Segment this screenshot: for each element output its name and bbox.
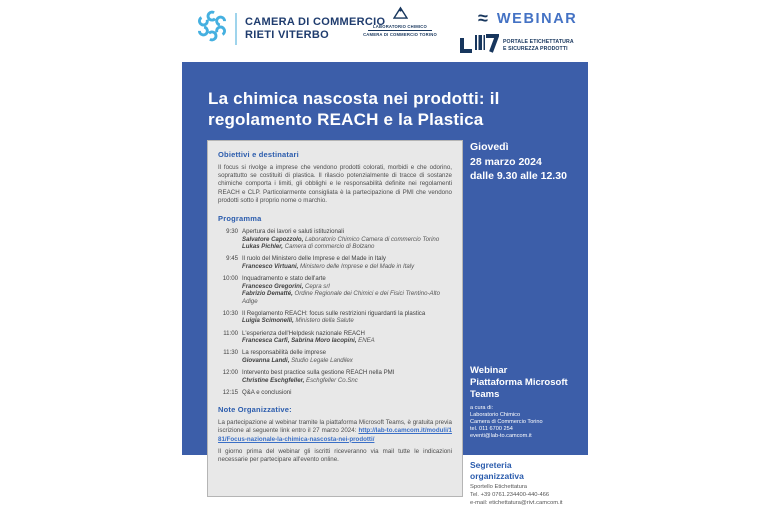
program-title: Q&A e conclusioni [242, 388, 292, 396]
speaker-affiliation: Cepra srl [305, 282, 330, 290]
speaker-name: Francesco Gregorini, [242, 282, 305, 290]
program-title: La responsabilità delle imprese [242, 349, 327, 357]
program-time: 10:00 [222, 274, 238, 282]
program-list [218, 228, 452, 396]
curated-lines [470, 412, 582, 440]
program-title: Il Regolamento REACH: focus sulle restrizioni riguardanti la plastica [242, 309, 426, 317]
event-date [470, 140, 567, 184]
program-item [218, 330, 452, 345]
note-text-instructions: Il giorno prima del webinar gli iscritti riceveranno via mail tutte le indicazioni necessarie per partecipare all'evento online. [218, 447, 452, 464]
portale-line1: PORTALE ETICHETTATURA [503, 39, 574, 46]
speaker-affiliation: Camera di commercio di Bolzano [284, 243, 375, 251]
program-title: Il ruolo del Ministero delle Imprese e del Made in Italy [242, 255, 386, 263]
program-item [218, 349, 452, 364]
segreteria-heading [470, 460, 600, 481]
page-title-line1: La chimica nascosta nei prodotti: il [208, 89, 500, 108]
portale-line2: E SICUREZZA PRODOTTI [503, 45, 568, 52]
speaker-affiliation: Ordine Regionale dei Chimici e dei Fisici Trentino-Alto Adige [242, 290, 441, 305]
org-name-line2: RIETI VITERBO [245, 28, 329, 41]
speaker-name: Christine Eschgfeller, [242, 376, 307, 384]
segreteria-heading-line: Segreteria [470, 460, 512, 470]
segreteria-heading-line: organizzativa [470, 470, 524, 481]
segreteria-contact-line: Sportello Etichettatura [470, 484, 528, 490]
note-text-before-link: La partecipazione al webinar tramite la piattaforma Microsoft Teams, è gratuita previa iscrizione al seguente link entro il 27 marzo 2024: [218, 419, 452, 435]
program-time: 11:30 [223, 349, 238, 357]
program-time: 9:30 [226, 228, 238, 236]
program-title: L'esperienza dell'Helpdesk nazionale REACH [242, 329, 365, 337]
platform-name [470, 365, 582, 401]
obiettivi-text: Il focus si rivolge a imprese che vendono prodotti colorati, morbidi e che odorino, soprattutto se costituiti di plastica. Il rilascio potenzialmente di tracce di sostanze chimiche comporta i limiti, gli obblighi e le responsabilità definite nei regolamenti REACH e CLP. Particolarmente consigliata è la partecipazione di PMI che vendono prodotti sotto il proprio nome o marchio. [218, 164, 452, 204]
platform-line: Teams [470, 389, 500, 400]
logo-divider [235, 13, 237, 45]
speaker-name: Giovanna Landi, [242, 356, 292, 364]
laboratorio-chimico-logo [362, 6, 438, 37]
program-speaker [242, 243, 452, 251]
chemistry-triangle-icon [393, 6, 408, 23]
speaker-name: Salvatore Capozzolo, [242, 235, 305, 243]
rieti-viterbo-emblem-icon [195, 9, 229, 48]
curated-line: eventi@lab-to.camcom.it [470, 433, 532, 439]
segreteria-contacts [470, 483, 600, 507]
curated-by [470, 405, 582, 440]
lab-logo-rule [368, 30, 432, 31]
section-heading-note: Note Organizzative: [218, 405, 292, 415]
speaker-affiliation: Laboratorio Chimico Camera di commercio Torino [304, 235, 440, 243]
speaker-name: Francesca Carfi, Sabrina Moro Iacopini, [242, 337, 359, 345]
webinar-label: WEBINAR [496, 10, 578, 27]
speaker-name: Luigia Scimonelli, [242, 317, 296, 325]
speaker-affiliation: Ministero della Salute [295, 317, 354, 325]
program-item [218, 255, 452, 270]
approx-icon: ≈ [478, 8, 488, 28]
curated-line: Laboratorio Chimico [470, 412, 521, 418]
program-item [218, 310, 452, 325]
program-item [218, 228, 452, 251]
page-title [208, 88, 568, 130]
lab-name-line2: CAMERA DI COMMERCIO TORINO [363, 32, 437, 37]
speaker-affiliation: Eschgfeller Co.Snc [306, 376, 358, 384]
platform-info [470, 365, 582, 440]
program-time: 12:15 [222, 388, 238, 396]
curated-line: tel. 011 6700 254 [470, 426, 513, 432]
curated-line: Camera di Commercio Torino [470, 419, 543, 425]
program-time: 11:00 [223, 329, 238, 337]
platform-line: Piattaforma Microsoft [470, 377, 568, 388]
program-speaker [242, 357, 452, 365]
program-speaker [242, 317, 452, 325]
event-date-line: Giovedì [470, 141, 509, 153]
segreteria-contact-line: e-mail: etichettatura@rivt.camcom.it [470, 500, 563, 506]
speaker-affiliation: Studio Legale Landilex [291, 356, 353, 364]
event-date-line: 28 marzo 2024 [470, 155, 542, 168]
segreteria-organizzativa [470, 460, 600, 507]
org-name-line1: CAMERA DI COMMERCIO [245, 16, 386, 28]
program-speaker [242, 283, 452, 291]
main-panel [182, 62, 588, 464]
curated-intro: a cura di: [470, 405, 494, 411]
page-title-line2: regolamento REACH e la Plastica [208, 110, 484, 129]
program-item [218, 389, 452, 397]
program-speaker [242, 236, 452, 244]
speaker-name: Francesco Virtuani, [242, 262, 301, 270]
program-speaker [242, 263, 452, 271]
program-time: 12:00 [222, 368, 238, 376]
header [0, 0, 768, 62]
segreteria-contact-line: Tel. +39 0761.234400-440-466 [470, 492, 550, 498]
speaker-affiliation: Ministero delle Imprese e del Made in Italy [300, 262, 415, 270]
speaker-name: Lukas Pichler, [242, 243, 285, 251]
program-time: 9:45 [226, 255, 238, 263]
registration-link[interactable]: http://lab-to.camcom.it/moduli/181/Focus-nazionale-la-chimica-nascosta-nei-prodotti/ [218, 427, 452, 443]
note-text-registration [218, 419, 452, 444]
program-title: Apertura dei lavori e saluti istituzionali [242, 228, 344, 236]
webinar-mark [478, 8, 577, 29]
lab-name-line1: LABORATORIO CHIMICO [373, 24, 427, 29]
program-item [218, 369, 452, 384]
program-speaker [242, 377, 452, 385]
program-speaker [242, 290, 452, 305]
program-item [218, 275, 452, 305]
program-speaker [242, 337, 452, 345]
speaker-affiliation: ENEA [358, 337, 375, 345]
section-heading-obiettivi: Obiettivi e destinatari [218, 150, 299, 159]
content-box [207, 140, 463, 497]
camera-commercio-rieti-viterbo-logo [195, 9, 385, 48]
program-title: Inquadramento e stato dell'arte [242, 274, 326, 282]
program-title: Intervento best practice sulla gestione REACH nella PMI [242, 368, 395, 376]
platform-line: Webinar [470, 365, 508, 376]
program-time: 10:30 [222, 309, 238, 317]
section-heading-programma: Programma [218, 214, 262, 224]
portale-etichettatura-logo [459, 32, 574, 59]
event-date-line: dalle 9.30 alle 12.30 [470, 170, 567, 182]
speaker-name: Fabrizio Dematté, [242, 290, 295, 298]
barcode-icon [459, 32, 499, 59]
